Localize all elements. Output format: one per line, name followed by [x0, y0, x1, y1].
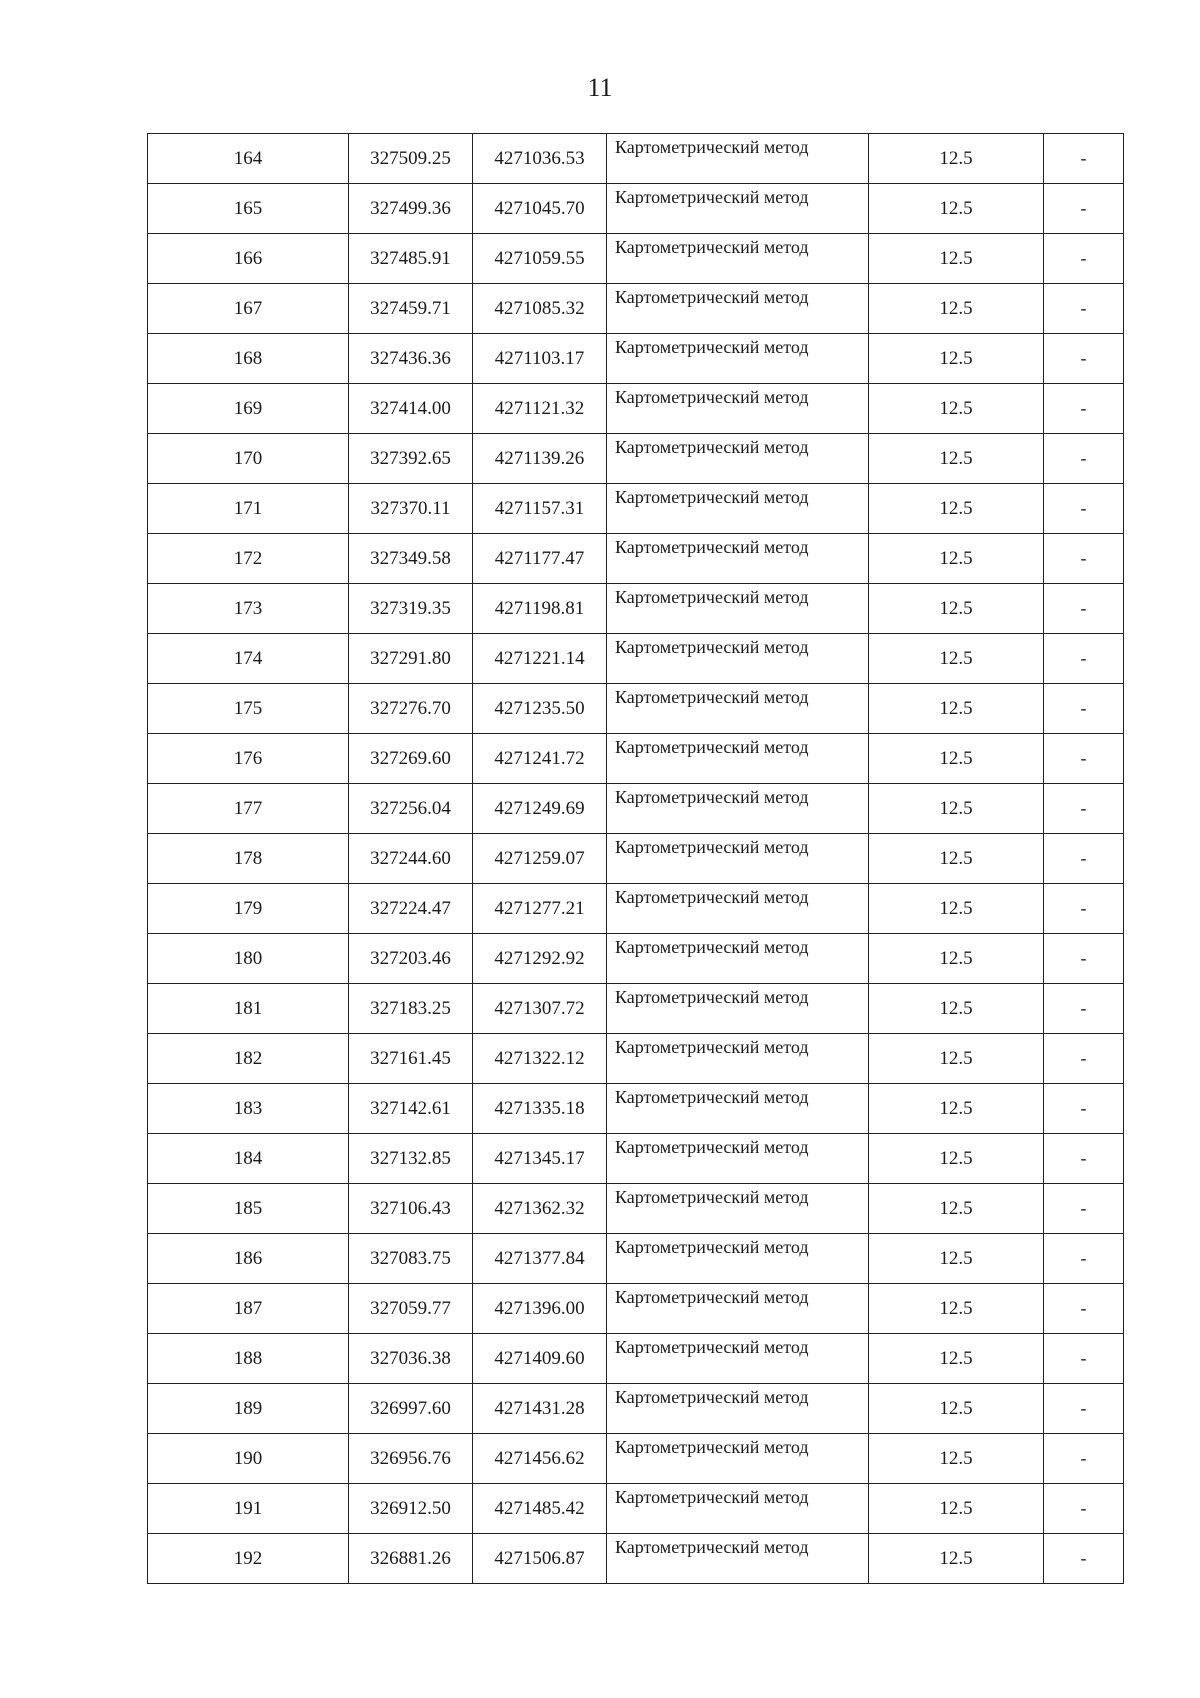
table-row [148, 184, 1124, 234]
point-number-cell: 178 [148, 834, 349, 884]
point-number-cell: 169 [148, 384, 349, 434]
note-cell: - [1044, 884, 1124, 934]
note-cell: - [1044, 1484, 1124, 1534]
table-row [148, 534, 1124, 584]
method-cell: Картометрический метод [607, 1184, 869, 1234]
x-coordinate-cell: 327161.45 [349, 1034, 473, 1084]
x-coordinate-cell: 326956.76 [349, 1434, 473, 1484]
method-cell: Картометрический метод [607, 584, 869, 634]
note-cell: - [1044, 284, 1124, 334]
table-row [148, 1034, 1124, 1084]
y-coordinate-cell: 4271221.14 [473, 634, 607, 684]
point-number-cell: 164 [148, 134, 349, 184]
point-number-cell: 181 [148, 984, 349, 1034]
point-number-cell: 165 [148, 184, 349, 234]
point-number-cell: 171 [148, 484, 349, 534]
method-cell: Картометрический метод [607, 684, 869, 734]
method-cell: Картометрический метод [607, 1134, 869, 1184]
x-coordinate-cell: 327183.25 [349, 984, 473, 1034]
point-number-cell: 177 [148, 784, 349, 834]
method-cell: Картометрический метод [607, 634, 869, 684]
y-coordinate-cell: 4271249.69 [473, 784, 607, 834]
method-cell: Картометрический метод [607, 234, 869, 284]
x-coordinate-cell: 327059.77 [349, 1284, 473, 1334]
point-number-cell: 185 [148, 1184, 349, 1234]
x-coordinate-cell: 327509.25 [349, 134, 473, 184]
x-coordinate-cell: 327370.11 [349, 484, 473, 534]
y-coordinate-cell: 4271396.00 [473, 1284, 607, 1334]
method-cell: Картометрический метод [607, 134, 869, 184]
method-cell: Картометрический метод [607, 284, 869, 334]
x-coordinate-cell: 327256.04 [349, 784, 473, 834]
y-coordinate-cell: 4271377.84 [473, 1234, 607, 1284]
note-cell: - [1044, 834, 1124, 884]
x-coordinate-cell: 327224.47 [349, 884, 473, 934]
point-number-cell: 170 [148, 434, 349, 484]
x-coordinate-cell: 327036.38 [349, 1334, 473, 1384]
precision-cell: 12.5 [869, 934, 1044, 984]
table-row [148, 1334, 1124, 1384]
precision-cell: 12.5 [869, 1534, 1044, 1584]
y-coordinate-cell: 4271103.17 [473, 334, 607, 384]
point-number-cell: 179 [148, 884, 349, 934]
method-cell: Картометрический метод [607, 434, 869, 484]
y-coordinate-cell: 4271036.53 [473, 134, 607, 184]
table-row [148, 384, 1124, 434]
point-number-cell: 174 [148, 634, 349, 684]
table-body [148, 134, 1124, 1584]
table-row [148, 784, 1124, 834]
y-coordinate-cell: 4271157.31 [473, 484, 607, 534]
precision-cell: 12.5 [869, 384, 1044, 434]
point-number-cell: 191 [148, 1484, 349, 1534]
x-coordinate-cell: 327106.43 [349, 1184, 473, 1234]
table-row [148, 584, 1124, 634]
method-cell: Картометрический метод [607, 534, 869, 584]
y-coordinate-cell: 4271322.12 [473, 1034, 607, 1084]
table-row [148, 284, 1124, 334]
y-coordinate-cell: 4271059.55 [473, 234, 607, 284]
table-row [148, 1384, 1124, 1434]
y-coordinate-cell: 4271121.32 [473, 384, 607, 434]
point-number-cell: 183 [148, 1084, 349, 1134]
table-row [148, 984, 1124, 1034]
method-cell: Картометрический метод [607, 1484, 869, 1534]
note-cell: - [1044, 334, 1124, 384]
precision-cell: 12.5 [869, 634, 1044, 684]
point-number-cell: 176 [148, 734, 349, 784]
note-cell: - [1044, 534, 1124, 584]
table-row [148, 884, 1124, 934]
note-cell: - [1044, 634, 1124, 684]
precision-cell: 12.5 [869, 984, 1044, 1034]
x-coordinate-cell: 327436.36 [349, 334, 473, 384]
y-coordinate-cell: 4271292.92 [473, 934, 607, 984]
table-row [148, 1484, 1124, 1534]
note-cell: - [1044, 384, 1124, 434]
y-coordinate-cell: 4271362.32 [473, 1184, 607, 1234]
table-row [148, 934, 1124, 984]
note-cell: - [1044, 434, 1124, 484]
point-number-cell: 180 [148, 934, 349, 984]
table-row [148, 1134, 1124, 1184]
method-cell: Картометрический метод [607, 334, 869, 384]
table-row [148, 1534, 1124, 1584]
method-cell: Картометрический метод [607, 984, 869, 1034]
precision-cell: 12.5 [869, 1384, 1044, 1434]
y-coordinate-cell: 4271198.81 [473, 584, 607, 634]
table-row [148, 1284, 1124, 1334]
note-cell: - [1044, 784, 1124, 834]
method-cell: Картометрический метод [607, 484, 869, 534]
precision-cell: 12.5 [869, 1434, 1044, 1484]
precision-cell: 12.5 [869, 784, 1044, 834]
x-coordinate-cell: 327459.71 [349, 284, 473, 334]
x-coordinate-cell: 327392.65 [349, 434, 473, 484]
page-number: 11 [587, 73, 613, 102]
note-cell: - [1044, 1184, 1124, 1234]
note-cell: - [1044, 1034, 1124, 1084]
note-cell: - [1044, 1134, 1124, 1184]
x-coordinate-cell: 327083.75 [349, 1234, 473, 1284]
y-coordinate-cell: 4271085.32 [473, 284, 607, 334]
table-row [148, 484, 1124, 534]
note-cell: - [1044, 484, 1124, 534]
x-coordinate-cell: 326881.26 [349, 1534, 473, 1584]
y-coordinate-cell: 4271177.47 [473, 534, 607, 584]
table-row [148, 1084, 1124, 1134]
table-row [148, 134, 1124, 184]
note-cell: - [1044, 1384, 1124, 1434]
x-coordinate-cell: 327414.00 [349, 384, 473, 434]
y-coordinate-cell: 4271409.60 [473, 1334, 607, 1384]
x-coordinate-cell: 327485.91 [349, 234, 473, 284]
y-coordinate-cell: 4271307.72 [473, 984, 607, 1034]
point-number-cell: 187 [148, 1284, 349, 1334]
y-coordinate-cell: 4271277.21 [473, 884, 607, 934]
coordinates-table [147, 133, 1124, 1584]
table-row [148, 834, 1124, 884]
note-cell: - [1044, 1434, 1124, 1484]
y-coordinate-cell: 4271241.72 [473, 734, 607, 784]
table-row [148, 684, 1124, 734]
y-coordinate-cell: 4271456.62 [473, 1434, 607, 1484]
y-coordinate-cell: 4271139.26 [473, 434, 607, 484]
point-number-cell: 175 [148, 684, 349, 734]
x-coordinate-cell: 326912.50 [349, 1484, 473, 1534]
x-coordinate-cell: 327319.35 [349, 584, 473, 634]
y-coordinate-cell: 4271431.28 [473, 1384, 607, 1434]
y-coordinate-cell: 4271259.07 [473, 834, 607, 884]
point-number-cell: 167 [148, 284, 349, 334]
precision-cell: 12.5 [869, 334, 1044, 384]
precision-cell: 12.5 [869, 1484, 1044, 1534]
x-coordinate-cell: 327499.36 [349, 184, 473, 234]
x-coordinate-cell: 327291.80 [349, 634, 473, 684]
note-cell: - [1044, 1284, 1124, 1334]
point-number-cell: 192 [148, 1534, 349, 1584]
method-cell: Картометрический метод [607, 1084, 869, 1134]
x-coordinate-cell: 327269.60 [349, 734, 473, 784]
point-number-cell: 168 [148, 334, 349, 384]
method-cell: Картометрический метод [607, 884, 869, 934]
table-row [148, 1434, 1124, 1484]
table-row [148, 1234, 1124, 1284]
x-coordinate-cell: 327203.46 [349, 934, 473, 984]
precision-cell: 12.5 [869, 734, 1044, 784]
point-number-cell: 173 [148, 584, 349, 634]
method-cell: Картометрический метод [607, 1434, 869, 1484]
precision-cell: 12.5 [869, 484, 1044, 534]
method-cell: Картометрический метод [607, 1534, 869, 1584]
x-coordinate-cell: 327142.61 [349, 1084, 473, 1134]
method-cell: Картометрический метод [607, 834, 869, 884]
table-row [148, 334, 1124, 384]
x-coordinate-cell: 326997.60 [349, 1384, 473, 1434]
note-cell: - [1044, 234, 1124, 284]
point-number-cell: 186 [148, 1234, 349, 1284]
method-cell: Картометрический метод [607, 384, 869, 434]
note-cell: - [1044, 184, 1124, 234]
x-coordinate-cell: 327244.60 [349, 834, 473, 884]
point-number-cell: 190 [148, 1434, 349, 1484]
method-cell: Картометрический метод [607, 1034, 869, 1084]
precision-cell: 12.5 [869, 1284, 1044, 1334]
note-cell: - [1044, 134, 1124, 184]
y-coordinate-cell: 4271335.18 [473, 1084, 607, 1134]
table-row [148, 1184, 1124, 1234]
method-cell: Картометрический метод [607, 1284, 869, 1334]
precision-cell: 12.5 [869, 884, 1044, 934]
point-number-cell: 189 [148, 1384, 349, 1434]
y-coordinate-cell: 4271235.50 [473, 684, 607, 734]
method-cell: Картометрический метод [607, 1384, 869, 1434]
precision-cell: 12.5 [869, 1134, 1044, 1184]
precision-cell: 12.5 [869, 134, 1044, 184]
method-cell: Картометрический метод [607, 934, 869, 984]
precision-cell: 12.5 [869, 1334, 1044, 1384]
point-number-cell: 166 [148, 234, 349, 284]
method-cell: Картометрический метод [607, 184, 869, 234]
precision-cell: 12.5 [869, 184, 1044, 234]
note-cell: - [1044, 984, 1124, 1034]
method-cell: Картометрический метод [607, 784, 869, 834]
point-number-cell: 184 [148, 1134, 349, 1184]
note-cell: - [1044, 934, 1124, 984]
point-number-cell: 172 [148, 534, 349, 584]
precision-cell: 12.5 [869, 234, 1044, 284]
note-cell: - [1044, 584, 1124, 634]
point-number-cell: 188 [148, 1334, 349, 1384]
table-row [148, 734, 1124, 784]
note-cell: - [1044, 1084, 1124, 1134]
precision-cell: 12.5 [869, 434, 1044, 484]
table-row [148, 634, 1124, 684]
precision-cell: 12.5 [869, 534, 1044, 584]
y-coordinate-cell: 4271506.87 [473, 1534, 607, 1584]
y-coordinate-cell: 4271345.17 [473, 1134, 607, 1184]
precision-cell: 12.5 [869, 1184, 1044, 1234]
note-cell: - [1044, 734, 1124, 784]
method-cell: Картометрический метод [607, 734, 869, 784]
note-cell: - [1044, 1534, 1124, 1584]
precision-cell: 12.5 [869, 684, 1044, 734]
precision-cell: 12.5 [869, 834, 1044, 884]
precision-cell: 12.5 [869, 284, 1044, 334]
precision-cell: 12.5 [869, 1084, 1044, 1134]
table-row [148, 434, 1124, 484]
x-coordinate-cell: 327276.70 [349, 684, 473, 734]
point-number-cell: 182 [148, 1034, 349, 1084]
precision-cell: 12.5 [869, 584, 1044, 634]
y-coordinate-cell: 4271485.42 [473, 1484, 607, 1534]
note-cell: - [1044, 684, 1124, 734]
y-coordinate-cell: 4271045.70 [473, 184, 607, 234]
precision-cell: 12.5 [869, 1034, 1044, 1084]
x-coordinate-cell: 327132.85 [349, 1134, 473, 1184]
precision-cell: 12.5 [869, 1234, 1044, 1284]
table-row [148, 234, 1124, 284]
note-cell: - [1044, 1334, 1124, 1384]
method-cell: Картометрический метод [607, 1334, 869, 1384]
method-cell: Картометрический метод [607, 1234, 869, 1284]
x-coordinate-cell: 327349.58 [349, 534, 473, 584]
note-cell: - [1044, 1234, 1124, 1284]
